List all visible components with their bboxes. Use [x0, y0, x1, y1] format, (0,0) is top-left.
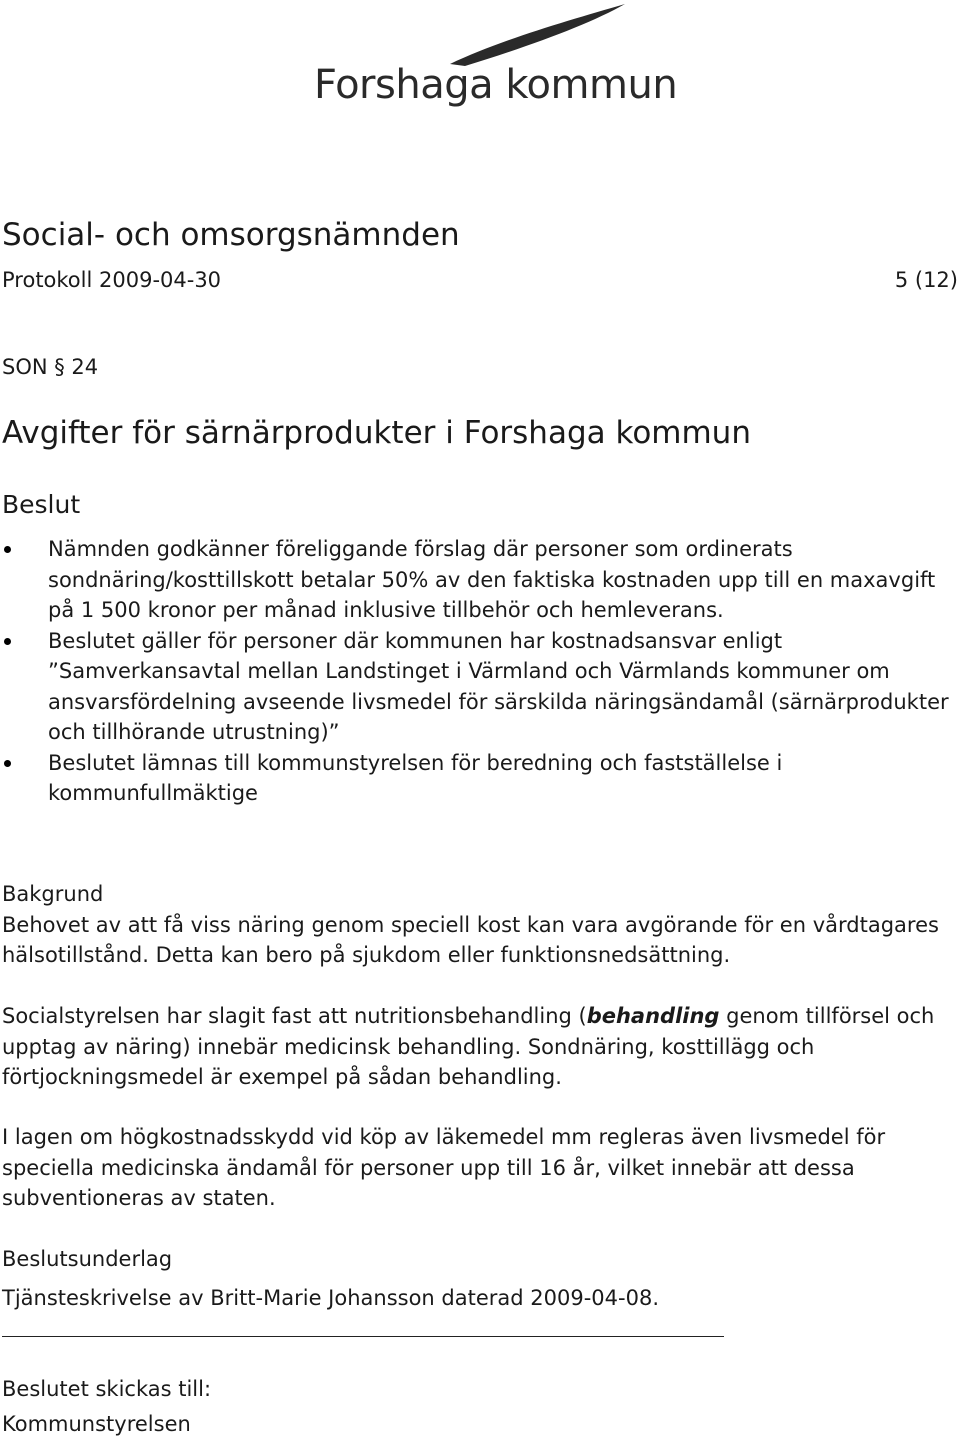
- forshaga-logo: [300, 0, 678, 120]
- logo-swoosh-icon: [300, 0, 660, 70]
- bullet-icon: [4, 760, 11, 767]
- protocol-date: Protokoll 2009-04-30: [2, 268, 222, 292]
- emphasis-behandling: behandling: [586, 1004, 720, 1028]
- underlag-text: Tjänsteskrivelse av Britt-Marie Johansson daterad 2009-04-08.: [2, 1285, 659, 1310]
- beslut-heading: Beslut: [2, 490, 81, 519]
- skickas-section: [2, 1374, 952, 1439]
- page-title: Avgifter för särnärprodukter i Forshaga kommun: [2, 415, 751, 451]
- page-number: 5 (12): [894, 268, 958, 292]
- organisation-name: Social- och omsorgsnämnden: [2, 217, 460, 253]
- beslut-list: [0, 534, 950, 809]
- list-item: Beslutet lämnas till kommunstyrelsen för beredning och fastställelse i kommunfullmäktige: [0, 748, 950, 809]
- underlag-section: [2, 1244, 952, 1313]
- logo-wordmark: Forshaga kommun: [314, 62, 678, 108]
- recipient: Kommunstyrelsen: [2, 1411, 191, 1436]
- list-item: Beslutet gäller för personer där kommunen har kostnadsansvar enligt ”Samverkansavtal mellan Landstinget i Värmland och Värmlands kommuner om ansvarsfördelning avseende livsmedel för särskilda näringsändamål (särnärprodukter och tillhörande utrustning)”: [0, 626, 950, 748]
- bullet-icon: [4, 638, 11, 645]
- bakgrund-paragraph-2: Socialstyrelsen har slagit fast att nutritionsbehandling (behandling genom tillförsel och upptag av näring) innebär medicinsk behandling. Sondnäring, kosttillägg och förtjockningsmedel är exempel på sådan behandling.: [2, 1004, 935, 1089]
- bakgrund-paragraph-3: I lagen om högkostnadsskydd vid köp av läkemedel mm regleras även livsmedel för speciella medicinska ändamål för personer upp till 16 år, vilket innebär att dessa subventioneras av staten.: [2, 1125, 886, 1210]
- list-item: Nämnden godkänner föreliggande förslag där personer som ordinerats sondnäring/kosttillskott betalar 50% av den faktiska kostnaden upp till en maxavgift på 1 500 kronor per månad inklusive tillbehör och hemleverans.: [0, 534, 950, 626]
- bakgrund-heading: Bakgrund: [2, 882, 104, 906]
- divider: [2, 1336, 724, 1337]
- paragraph-ref: SON § 24: [2, 355, 99, 379]
- underlag-heading: Beslutsunderlag: [2, 1247, 173, 1271]
- protocol-line: [2, 268, 958, 292]
- bakgrund-section: [2, 879, 952, 971]
- bullet-icon: [4, 546, 11, 553]
- skickas-heading: Beslutet skickas till:: [2, 1377, 212, 1401]
- bakgrund-paragraph-1: Behovet av att få viss näring genom speciell kost kan vara avgörande för en vårdtagares hälsotillstånd. Detta kan bero på sjukdom eller funktionsnedsättning.: [2, 912, 939, 967]
